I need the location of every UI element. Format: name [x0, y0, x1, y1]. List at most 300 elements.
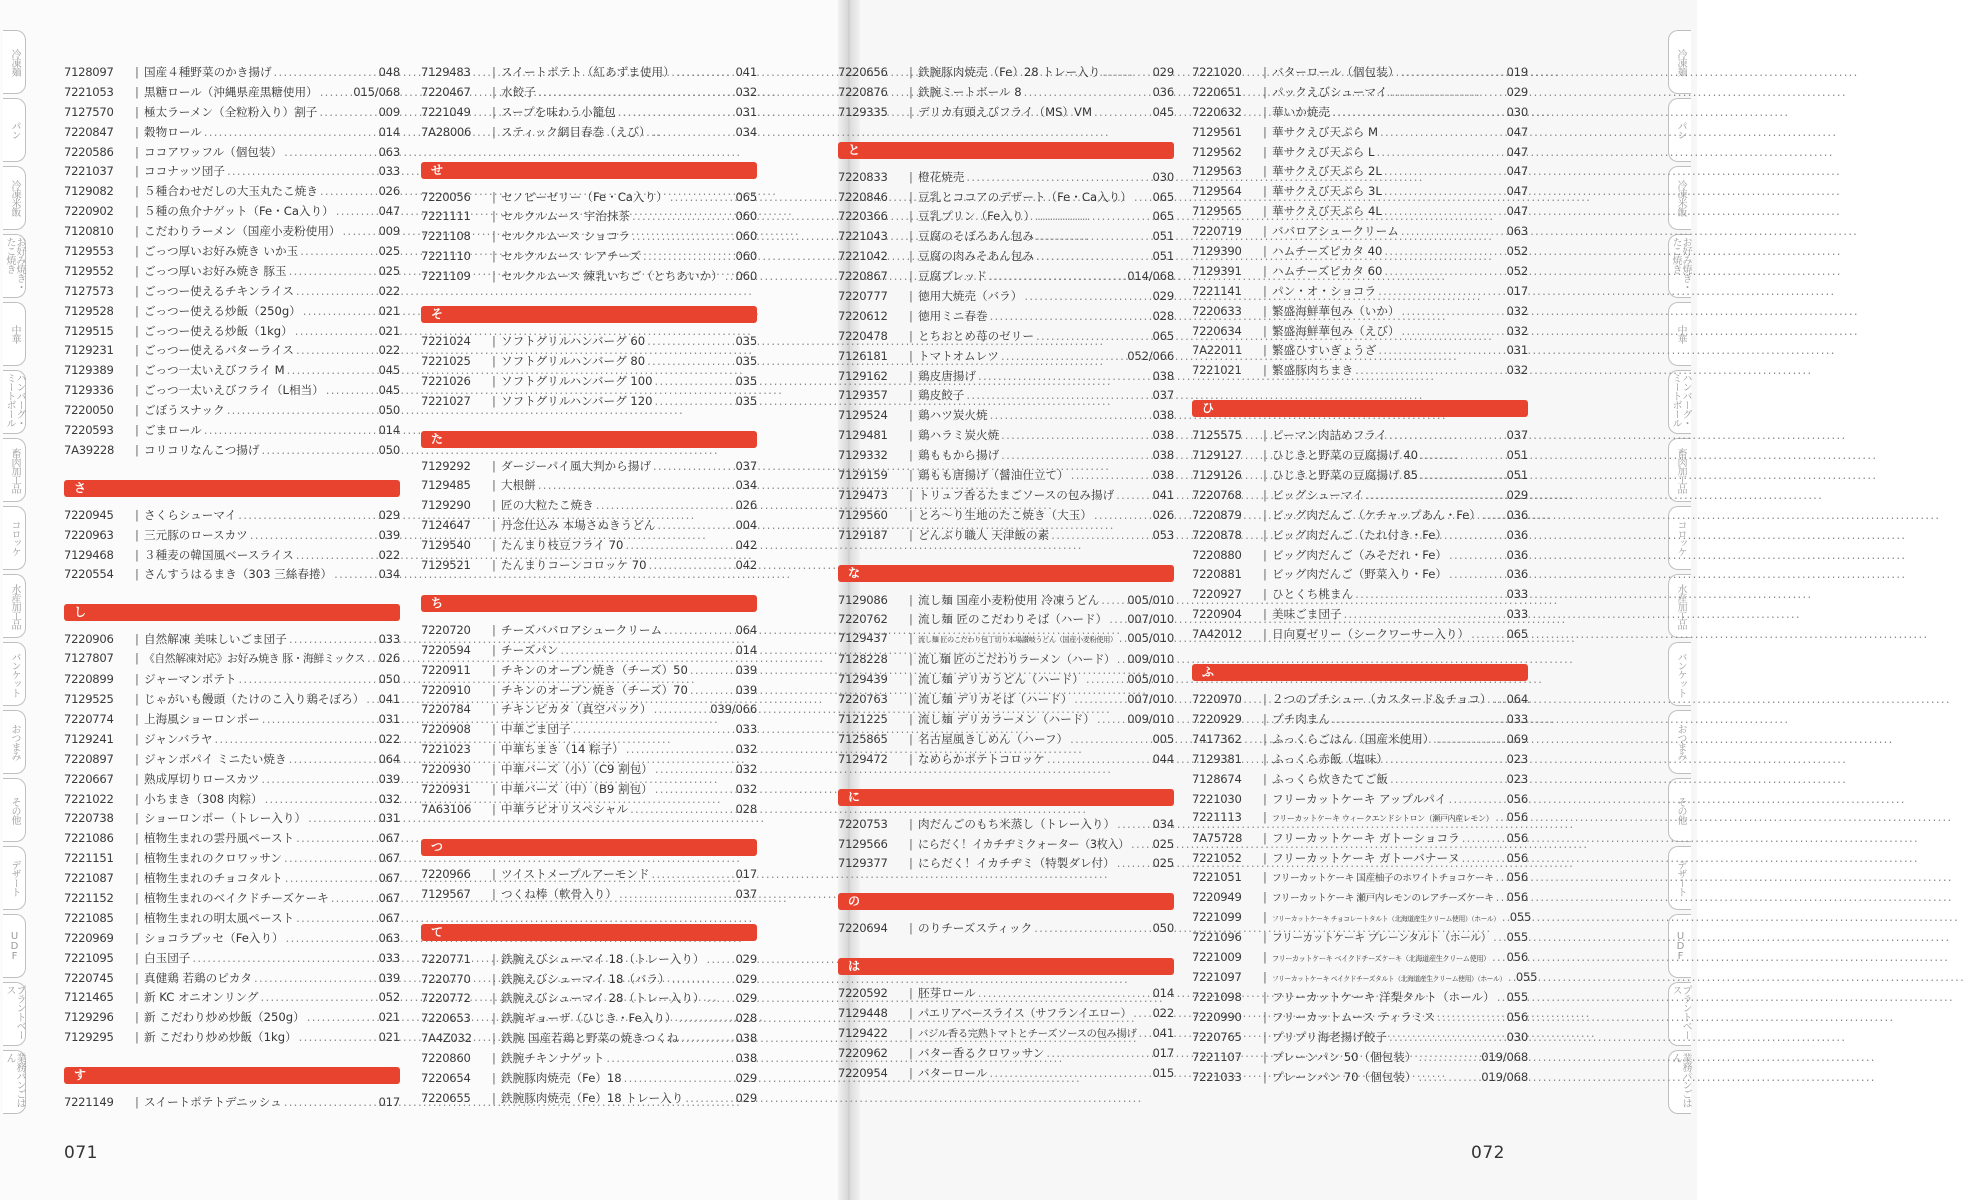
- page-reference: 055: [1515, 969, 1538, 984]
- side-tab-label: 中華: [1675, 325, 1686, 343]
- page-reference: 031: [378, 811, 400, 826]
- page-reference: 021: [378, 303, 400, 318]
- page-reference: 036: [1506, 567, 1528, 582]
- index-entry: [64, 104, 400, 124]
- index-entry: [1192, 691, 1528, 711]
- index-entry: [1192, 447, 1528, 467]
- product-code: 7221087: [64, 871, 114, 886]
- index-entry: [64, 323, 400, 343]
- index-entry: [421, 393, 757, 413]
- separator-bar: |: [909, 631, 913, 646]
- separator-bar: |: [492, 971, 496, 986]
- product-name: ココアワッフル（個包装）: [144, 144, 283, 159]
- dot-leader: [1046, 1046, 1150, 1060]
- separator-bar: |: [1263, 547, 1267, 562]
- separator-bar: |: [492, 722, 496, 737]
- product-name: フリーカットムース ティラミス: [1272, 1010, 1436, 1025]
- page-reference: 063: [1506, 224, 1528, 239]
- product-code: 7129377: [838, 856, 888, 871]
- index-section: [1192, 64, 1528, 382]
- product-name: チキンのオーブン焼き（チーズ）70: [501, 682, 688, 697]
- dot-leader: [706, 991, 733, 1005]
- product-code: 7221141: [1192, 283, 1242, 298]
- product-code: 7220949: [1192, 889, 1242, 904]
- separator-bar: |: [492, 518, 496, 533]
- index-entry: [1192, 84, 1528, 104]
- product-code: 7221027: [421, 393, 471, 408]
- product-name: 華サクえび天ぷら L: [1272, 144, 1375, 159]
- separator-bar: |: [909, 448, 913, 463]
- separator-bar: |: [135, 910, 139, 925]
- separator-bar: |: [909, 84, 913, 99]
- separator-bar: |: [909, 507, 913, 522]
- section-heading: さ: [64, 480, 400, 497]
- page-reference: 038: [735, 1051, 757, 1066]
- dot-leader: [681, 1031, 734, 1045]
- dot-leader: [1071, 468, 1151, 482]
- page-reference: 067: [378, 890, 400, 905]
- page-reference: 056: [1506, 851, 1528, 866]
- dot-leader: [289, 632, 377, 646]
- dot-leader: [261, 443, 376, 457]
- product-code: 7220651: [1192, 84, 1242, 99]
- dot-leader: [1493, 692, 1504, 706]
- product-name: 徳用ミニ春巻: [918, 308, 988, 323]
- dot-leader: [1094, 105, 1151, 119]
- index-section: [421, 162, 757, 288]
- index-entry: [421, 84, 757, 104]
- product-code: 7129162: [838, 368, 888, 383]
- dot-leader: [1133, 1006, 1150, 1020]
- product-name: 華サクえび天ぷら M: [1272, 124, 1378, 139]
- product-name: ひじきと野菜の豆腐揚げ 40: [1272, 448, 1418, 463]
- separator-bar: |: [909, 816, 913, 831]
- page-reference: 045: [1152, 104, 1174, 119]
- dot-leader: [1508, 970, 1514, 984]
- index-entry: [1192, 566, 1528, 586]
- page-reference: 032: [735, 84, 757, 99]
- page-reference: 055: [1509, 909, 1532, 924]
- section-heading: せ: [421, 162, 757, 179]
- index-entry: [838, 487, 1174, 507]
- section-heading: に: [838, 789, 1174, 806]
- dot-leader: [690, 663, 734, 677]
- product-name: 極太ラーメン（全粒粉入り）割子: [144, 104, 318, 119]
- dot-leader: [619, 887, 734, 901]
- dot-leader: [966, 170, 1150, 184]
- dot-leader: [1378, 343, 1504, 357]
- product-code: 7220897: [64, 751, 114, 766]
- product-code: 7129468: [64, 547, 114, 562]
- separator-bar: |: [1263, 343, 1267, 358]
- product-name: 名古屋風きしめん（ハーフ）: [918, 731, 1069, 746]
- page-reference: 023: [1506, 751, 1528, 766]
- dot-leader: [1471, 627, 1504, 641]
- page-reference: 063: [378, 930, 400, 945]
- index-entry: [64, 263, 400, 283]
- product-code: 7221049: [421, 104, 471, 119]
- page-reference: 029: [1506, 487, 1528, 502]
- dot-leader: [596, 498, 734, 512]
- index-entry: [64, 950, 400, 970]
- index-entry: [421, 1030, 757, 1050]
- side-tab-label: バンケット: [9, 651, 20, 697]
- dot-leader: [204, 125, 377, 139]
- page-reference: 032: [378, 791, 400, 806]
- separator-bar: |: [909, 289, 913, 304]
- product-code: 7129481: [838, 428, 888, 443]
- dot-leader: [1047, 752, 1151, 766]
- product-code: 7129564: [1192, 184, 1242, 199]
- product-name: スープを味わう小籠包: [501, 104, 616, 119]
- page-reference: 032: [1506, 323, 1528, 338]
- product-code: 7129231: [64, 343, 114, 358]
- product-code: 7220962: [838, 1045, 888, 1060]
- page-reference: 033: [1506, 607, 1528, 622]
- product-code: 7129560: [838, 507, 888, 522]
- index-entry: [1192, 547, 1528, 567]
- separator-bar: |: [492, 801, 496, 816]
- page-reference: 029: [1152, 289, 1174, 304]
- product-name: フリーカットケーキ ベイクドチーズタルト（北海道産生クリーム使用）（ホール）: [1272, 974, 1506, 983]
- page-reference: 028: [735, 1011, 757, 1026]
- dot-leader: [296, 831, 376, 845]
- product-code: 7220930: [421, 762, 471, 777]
- product-code: 7A22011: [1192, 343, 1243, 358]
- page-reference: 034: [1152, 816, 1174, 831]
- index-section: [1192, 664, 1538, 1089]
- page-reference: 017: [735, 866, 757, 881]
- index-entry: [838, 348, 1174, 368]
- index-entry: [64, 84, 400, 104]
- page-reference: 035: [735, 393, 757, 408]
- product-name: 流し麺 デリカうどん（ハード）: [918, 672, 1084, 687]
- page-reference: 032: [735, 782, 757, 797]
- dot-leader: [655, 782, 734, 796]
- page-reference: 032: [1506, 363, 1528, 378]
- separator-bar: |: [492, 458, 496, 473]
- separator-bar: |: [492, 642, 496, 657]
- separator-bar: |: [135, 1095, 139, 1110]
- page-reference: 025: [1152, 856, 1174, 871]
- index-entry: [64, 362, 400, 382]
- product-code: 7129296: [64, 1010, 114, 1025]
- page-reference: 029: [1506, 84, 1528, 99]
- page-reference: 022: [378, 343, 400, 358]
- index-entry: [838, 64, 1174, 84]
- dot-leader: [1001, 349, 1125, 363]
- index-entry: [838, 169, 1174, 189]
- page-reference: 036: [1152, 84, 1174, 99]
- product-code: 7129528: [64, 303, 114, 318]
- separator-bar: |: [1263, 1030, 1267, 1045]
- page-reference: 039: [735, 682, 757, 697]
- product-code: 7221009: [1192, 949, 1242, 964]
- page-reference: 022: [378, 283, 400, 298]
- section-heading: し: [64, 604, 400, 621]
- page-reference: 019/068: [1481, 1069, 1528, 1084]
- page-reference: 033: [378, 164, 400, 179]
- dot-leader: [1389, 428, 1504, 442]
- separator-bar: |: [492, 189, 496, 204]
- side-tab: [3, 574, 26, 638]
- separator-bar: |: [135, 323, 139, 338]
- separator-bar: |: [1263, 527, 1267, 542]
- product-code: 7220911: [421, 662, 471, 677]
- side-tab-label: お好み焼き・たこ焼き: [1670, 237, 1691, 291]
- product-name: 熟成厚切りロースカツ: [144, 771, 260, 786]
- separator-bar: |: [492, 209, 496, 224]
- separator-bar: |: [135, 164, 139, 179]
- side-tab-label: 中華: [9, 325, 20, 343]
- page-reference: 015: [1152, 1065, 1174, 1080]
- page-reference: 047: [1506, 204, 1528, 219]
- separator-bar: |: [909, 1065, 913, 1080]
- separator-bar: |: [909, 169, 913, 184]
- product-code: 7A4Z032: [421, 1031, 472, 1046]
- dot-leader: [978, 369, 1150, 383]
- separator-bar: |: [909, 388, 913, 403]
- product-code: 7220654: [421, 1070, 471, 1085]
- index-entry: [1192, 1029, 1528, 1049]
- dot-leader: [1134, 190, 1151, 204]
- page-reference: 047: [1506, 144, 1528, 159]
- page-number-right: 072: [1471, 1143, 1505, 1163]
- page-reference: 036: [1506, 527, 1528, 542]
- product-code: 7221020: [1192, 65, 1242, 79]
- product-code: 7221110: [421, 249, 471, 264]
- index-entry: [64, 163, 400, 183]
- page-reference: 014/068: [1127, 269, 1174, 284]
- index-section: [421, 306, 757, 413]
- side-tab: [3, 642, 26, 706]
- dot-leader: [632, 229, 734, 243]
- page-reference: 051: [1506, 448, 1528, 463]
- product-code: 7221037: [64, 164, 114, 179]
- separator-bar: |: [135, 692, 139, 707]
- product-code: 7220771: [421, 951, 471, 966]
- product-code: 7220720: [421, 622, 471, 637]
- index-entry: [421, 701, 757, 721]
- side-tab-label: 水産加工品: [1675, 583, 1686, 629]
- section-heading: の: [838, 893, 1174, 910]
- dot-leader: [1034, 921, 1150, 935]
- page-reference: 056: [1506, 1010, 1528, 1025]
- dot-leader: [1109, 612, 1125, 626]
- separator-bar: |: [492, 1051, 496, 1066]
- page-reference: 028: [1152, 308, 1174, 323]
- page-reference: 050: [1152, 921, 1174, 936]
- page-reference: 050: [378, 442, 400, 457]
- dot-leader: [334, 567, 376, 581]
- product-code: 7220753: [838, 816, 888, 831]
- product-code: 7220056: [421, 189, 471, 204]
- dot-leader: [1437, 1010, 1504, 1024]
- product-code: 7220738: [64, 811, 114, 826]
- product-code: 7220881: [1192, 567, 1242, 582]
- index-entry: [1192, 909, 1532, 930]
- separator-bar: |: [492, 1070, 496, 1085]
- separator-bar: |: [135, 547, 139, 562]
- side-tab-label: 冷凍麺: [9, 48, 20, 76]
- index-entry: [421, 622, 757, 642]
- product-name: 鉄腕ミートボール 8: [918, 84, 1022, 99]
- product-name: ふっくら炊きたてご飯: [1272, 771, 1388, 786]
- page-reference: 007/010: [1127, 612, 1174, 627]
- page-reference: 033: [1506, 711, 1528, 726]
- product-name: ショーロンポー（トレー入り）: [144, 811, 307, 826]
- dot-leader: [261, 772, 376, 786]
- side-tab: [3, 98, 26, 162]
- product-code: 7129439: [838, 672, 888, 687]
- dot-leader: [1117, 652, 1125, 666]
- separator-bar: |: [492, 478, 496, 493]
- product-name: 豆腐の肉みそあん包み: [918, 249, 1034, 264]
- page-reference: 015/068: [353, 84, 400, 99]
- page-reference: 065: [1152, 209, 1174, 224]
- product-name: 繁盛豚肉ちまき: [1272, 363, 1354, 378]
- separator-bar: |: [492, 104, 496, 119]
- product-code: 7A75728: [1192, 831, 1243, 846]
- index-entry: [64, 771, 400, 791]
- product-name: ごまロール: [144, 423, 202, 438]
- side-tab-label: デザート: [9, 860, 20, 896]
- separator-bar: |: [135, 672, 139, 687]
- side-tab: [3, 914, 26, 978]
- page-reference: 039: [735, 662, 757, 677]
- separator-bar: |: [492, 65, 496, 79]
- separator-bar: |: [1263, 468, 1267, 483]
- separator-bar: |: [1263, 448, 1267, 463]
- product-name: ふっくら赤飯（塩味）: [1272, 751, 1388, 766]
- index-entry: [838, 816, 1174, 836]
- product-name: 丹念仕込み 本場さぬきうどん: [501, 518, 656, 533]
- product-name: 国産４種野菜のかき揚げ: [144, 65, 272, 79]
- index-section: [838, 893, 1174, 940]
- index-entry: [838, 308, 1174, 328]
- dot-leader: [990, 309, 1151, 323]
- dot-leader: [1070, 732, 1150, 746]
- product-name: 豆乳プリン（Fe入り）: [918, 209, 1036, 224]
- product-name: とろ〜り生地のたこ焼き（大玉）: [918, 507, 1092, 522]
- index-entry: [421, 682, 757, 702]
- product-code: 7220694: [838, 921, 888, 936]
- index-entry: [421, 761, 757, 781]
- product-name: 匠の大粒たこ焼き: [501, 498, 594, 513]
- page-reference: 014: [378, 124, 400, 139]
- page-reference: 038: [735, 1031, 757, 1046]
- separator-bar: |: [135, 1030, 139, 1045]
- index-entry: [1192, 124, 1528, 144]
- side-tab-label: UDF: [1675, 931, 1686, 961]
- separator-bar: |: [909, 328, 913, 343]
- product-code: 7220768: [1192, 487, 1242, 502]
- product-name: 徳用大焼売（バラ）: [918, 289, 1023, 304]
- dot-leader: [1401, 65, 1504, 79]
- dot-leader: [647, 354, 733, 368]
- dot-leader: [319, 105, 376, 119]
- product-name: 橙花焼売: [918, 169, 965, 184]
- product-code: 7A42012: [1192, 627, 1243, 642]
- separator-bar: |: [1263, 929, 1267, 944]
- index-entry: [838, 611, 1174, 631]
- separator-bar: |: [909, 751, 913, 766]
- side-tab: [3, 302, 26, 366]
- product-code: 7129381: [1192, 751, 1242, 766]
- page-reference: 055: [1506, 990, 1528, 1005]
- index-entry: [64, 303, 400, 323]
- dot-leader: [343, 224, 377, 238]
- separator-bar: |: [492, 742, 496, 757]
- index-entry: [421, 537, 757, 557]
- dot-leader: [978, 986, 1151, 1000]
- product-code: 7220763: [838, 692, 888, 707]
- product-code: 7221111: [421, 209, 471, 224]
- page-reference: 034: [378, 567, 400, 582]
- separator-bar: |: [909, 731, 913, 746]
- product-code: 7A28006: [421, 124, 472, 139]
- index-entry: [1192, 791, 1528, 811]
- index-entry: [838, 651, 1174, 671]
- separator-bar: |: [909, 672, 913, 687]
- separator-bar: |: [135, 204, 139, 219]
- index-entry: [64, 651, 400, 671]
- index-entry: [64, 566, 400, 586]
- dot-leader: [1376, 145, 1504, 159]
- product-code: 7129448: [838, 1006, 888, 1021]
- product-code: 7220667: [64, 771, 114, 786]
- index-entry: [1192, 850, 1528, 870]
- section-heading: つ: [421, 839, 757, 856]
- separator-bar: |: [135, 442, 139, 457]
- product-code: 7220867: [838, 269, 888, 284]
- dot-leader: [1036, 329, 1151, 343]
- product-code: 7220593: [64, 423, 114, 438]
- product-code: 7221152: [64, 890, 114, 905]
- page-reference: 067: [378, 871, 400, 886]
- page-reference: 036: [1506, 507, 1528, 522]
- dot-leader: [966, 388, 1150, 402]
- product-name: コリコリなんこつ揚げ: [144, 442, 260, 457]
- product-name: 流し麺 匠のこだわり包丁切り本場讃岐うどん（国産小麦粉使用）: [918, 635, 1117, 645]
- product-name: フリーカットケーキ チョコレートタルト（北海道産生クリーム使用）（ホール）: [1272, 914, 1500, 923]
- index-entry: [64, 243, 400, 263]
- separator-bar: |: [1263, 692, 1267, 707]
- product-code: 7220592: [838, 986, 888, 1001]
- dot-leader: [308, 811, 376, 825]
- page-reference: 031: [378, 711, 400, 726]
- page-reference: 042: [735, 558, 757, 573]
- dot-leader: [254, 971, 376, 985]
- product-code: 7129561: [1192, 124, 1242, 139]
- product-code: 7121225: [838, 711, 888, 726]
- dot-leader: [672, 972, 734, 986]
- product-code: 7221109: [421, 269, 471, 284]
- index-entry: [1192, 507, 1528, 527]
- product-code: 7221086: [64, 831, 114, 846]
- page-reference: 047: [1506, 124, 1528, 139]
- product-name: パン・オ・ショコラ: [1272, 283, 1377, 298]
- dot-leader: [655, 762, 734, 776]
- dot-leader: [1389, 85, 1504, 99]
- dot-leader: [1378, 284, 1504, 298]
- page-reference: 065: [1506, 627, 1528, 642]
- product-name: さんすうはるまき（303 三絲春捲）: [144, 567, 333, 582]
- separator-bar: |: [1263, 283, 1267, 298]
- page-reference: 030: [1152, 169, 1174, 184]
- separator-bar: |: [135, 930, 139, 945]
- separator-bar: |: [492, 662, 496, 677]
